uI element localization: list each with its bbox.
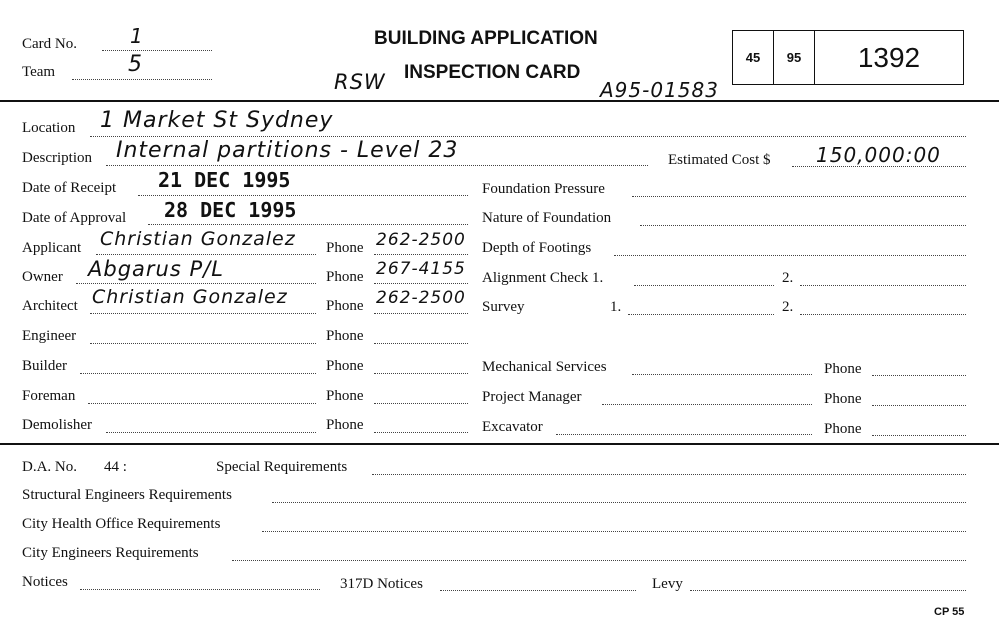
da-number-value: 44 : <box>104 459 127 475</box>
special-requirements-line <box>372 474 966 475</box>
architect-value: Christian Gonzalez <box>92 286 288 308</box>
foundation-pressure-label: Foundation Pressure <box>482 181 605 197</box>
nature-foundation-label: Nature of Foundation <box>482 210 612 226</box>
foreman-phone-line <box>374 403 468 404</box>
city-health-label: City Health Office Requirements <box>22 516 221 532</box>
applicant-phone-value: 262-2500 <box>376 230 466 250</box>
location-line <box>90 136 966 137</box>
ref-box-a: 45 <box>733 31 774 84</box>
card-no-label: Card No. <box>22 36 77 52</box>
engineer-line <box>90 343 316 344</box>
estimated-cost-value: 150,000:00 <box>816 143 941 167</box>
header-rule <box>0 100 999 102</box>
estimated-cost-label: Estimated Cost $ <box>668 152 771 168</box>
owner-label: Owner <box>22 269 63 285</box>
architect-phone-label: Phone <box>326 298 364 314</box>
mechanical-phone-label: Phone <box>824 361 862 377</box>
excavator-line <box>556 434 812 435</box>
mechanical-phone-line <box>872 375 966 376</box>
handwritten-initials: RSW <box>334 70 386 94</box>
notices-label: Notices <box>22 574 68 590</box>
reference-number-box <box>732 30 964 85</box>
project-manager-phone-label: Phone <box>824 391 862 407</box>
ref-box-c: 1392 <box>857 41 921 73</box>
date-receipt-label: Date of Receipt <box>22 180 117 196</box>
demolisher-line <box>106 432 316 433</box>
mechanical-services-label: Mechanical Services <box>482 359 607 375</box>
city-health-line <box>262 531 966 532</box>
architect-phone-line <box>374 313 468 314</box>
card-no-value: 1 <box>130 24 144 48</box>
alignment-check-2-label: 2. <box>782 270 794 286</box>
date-approval-stamp: 28 DEC 1995 <box>164 198 297 222</box>
card-no-line <box>102 50 212 51</box>
date-approval-line <box>148 224 468 225</box>
structural-engineers-line <box>272 502 966 503</box>
notices-line <box>80 589 320 590</box>
architect-line <box>90 313 316 314</box>
owner-phone-value: 267-4155 <box>376 259 466 279</box>
owner-phone-line <box>374 283 468 284</box>
engineer-phone-line <box>374 343 468 344</box>
engineer-label: Engineer <box>22 328 77 344</box>
architect-label: Architect <box>22 298 78 314</box>
project-manager-phone-line <box>872 405 966 406</box>
engineer-phone-label: Phone <box>326 328 364 344</box>
excavator-label: Excavator <box>482 419 543 435</box>
location-label: Location <box>22 120 76 136</box>
alignment-check-2-line <box>800 285 966 286</box>
location-value: 1 Market St Sydney <box>100 108 334 133</box>
description-label: Description <box>22 150 92 166</box>
date-receipt-stamp: 21 DEC 1995 <box>158 168 291 192</box>
owner-line <box>76 283 316 284</box>
demolisher-phone-label: Phone <box>326 417 364 433</box>
survey-1-label: 1. <box>610 299 622 315</box>
foreman-label: Foreman <box>22 388 76 404</box>
depth-footings-label: Depth of Footings <box>482 240 592 256</box>
project-manager-label: Project Manager <box>482 389 582 405</box>
excavator-phone-line <box>872 435 966 436</box>
ref-box-b: 95 <box>774 31 815 84</box>
project-manager-line <box>602 404 812 405</box>
demolisher-label: Demolisher <box>22 417 92 433</box>
alignment-check-label: Alignment Check 1. <box>482 270 604 286</box>
levy-label: Levy <box>652 576 683 592</box>
owner-phone-label: Phone <box>326 269 364 285</box>
owner-value: Abgarus P/L <box>88 257 224 281</box>
mechanical-services-line <box>632 374 812 375</box>
architect-phone-value: 262-2500 <box>376 288 466 308</box>
builder-phone-label: Phone <box>326 358 364 374</box>
foreman-phone-label: Phone <box>326 388 364 404</box>
form-code: CP 55 <box>934 606 965 618</box>
middle-rule <box>0 443 999 445</box>
depth-footings-line <box>614 255 966 256</box>
form-title-line2: INSPECTION CARD <box>404 62 581 83</box>
form-title-line1: BUILDING APPLICATION <box>374 28 598 49</box>
applicant-phone-line <box>374 254 468 255</box>
alignment-check-1-line <box>634 285 774 286</box>
city-engineers-line <box>232 560 966 561</box>
survey-label: Survey <box>482 299 525 315</box>
applicant-label: Applicant <box>22 240 82 256</box>
team-line <box>72 79 212 80</box>
excavator-phone-label: Phone <box>824 421 862 437</box>
survey-2-line <box>800 314 966 315</box>
nature-foundation-line <box>640 225 966 226</box>
handwritten-reference: A95-01583 <box>600 78 719 102</box>
description-value: Internal partitions - Level 23 <box>116 138 459 163</box>
structural-engineers-label: Structural Engineers Requirements <box>22 487 232 503</box>
levy-line <box>690 590 966 591</box>
special-requirements-label: Special Requirements <box>216 459 348 475</box>
team-value: 5 <box>128 52 143 77</box>
demolisher-phone-line <box>374 432 468 433</box>
survey-2-label: 2. <box>782 299 794 315</box>
builder-phone-line <box>374 373 468 374</box>
applicant-value: Christian Gonzalez <box>100 228 296 250</box>
city-engineers-label: City Engineers Requirements <box>22 545 199 561</box>
foundation-pressure-line <box>632 196 966 197</box>
applicant-phone-label: Phone <box>326 240 364 256</box>
team-label: Team <box>22 64 56 80</box>
applicant-line <box>96 254 316 255</box>
date-approval-label: Date of Approval <box>22 210 127 226</box>
da-number-label: D.A. No. <box>22 459 77 475</box>
date-receipt-line <box>138 195 468 196</box>
builder-line <box>80 373 316 374</box>
notices-317d-line <box>440 590 636 591</box>
foreman-line <box>88 403 316 404</box>
builder-label: Builder <box>22 358 67 374</box>
notices-317d-label: 317D Notices <box>340 576 423 592</box>
survey-1-line <box>628 314 774 315</box>
description-line <box>106 165 648 166</box>
